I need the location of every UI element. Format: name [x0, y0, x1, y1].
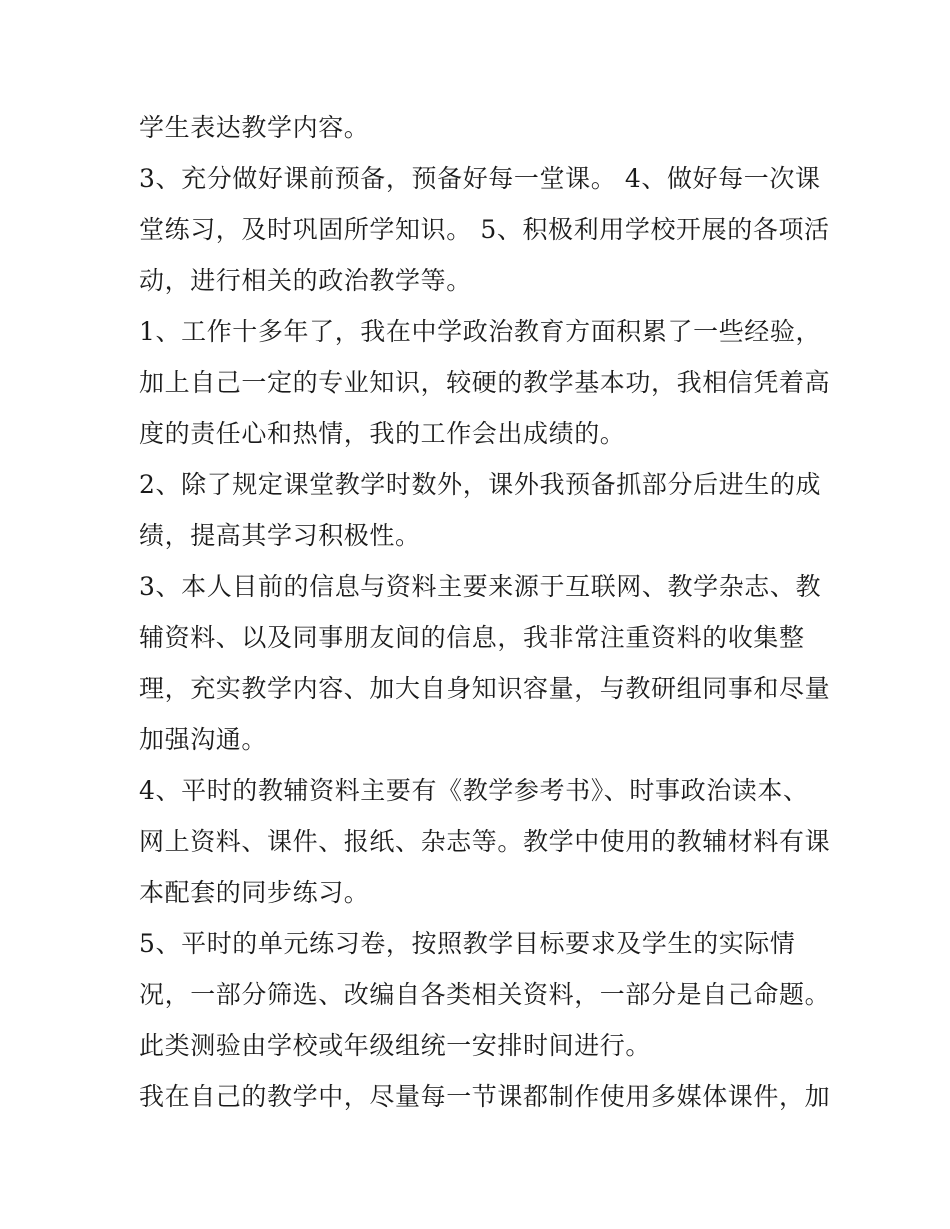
text-line: 3、充分做好课前预备，预备好每一堂课。 4、做好每一次课 [139, 164, 821, 193]
text-line: 我在自己的教学中，尽量每一节课都制作使用多媒体课件，加 [139, 1082, 831, 1111]
text-line: 3、本人目前的信息与资料主要来源于互联网、教学杂志、教 [139, 572, 822, 601]
text-line: 网上资料、课件、报纸、杂志等。教学中使用的教辅材料有课 [139, 827, 831, 856]
text-line: 加上自己一定的专业知识，较硬的教学基本功，我相信凭着高 [139, 368, 831, 397]
text-line: 动，进行相关的政治教学等。 [139, 266, 472, 295]
text-line: 辅资料、以及同事朋友间的信息，我非常注重资料的收集整 [139, 623, 805, 652]
text-line: 5、平时的单元练习卷，按照教学目标要求及学生的实际情 [139, 929, 796, 958]
text-line: 此类测验由学校或年级组统一安排时间进行。 [139, 1031, 652, 1060]
text-line: 绩，提高其学习积极性。 [139, 521, 421, 550]
text-line: 1、工作十多年了，我在中学政治教育方面积累了一些经验， [139, 317, 822, 346]
text-line: 堂练习，及时巩固所学知识。 5、积极利用学校开展的各项活 [139, 215, 830, 244]
text-line: 加强沟通。 [139, 725, 268, 754]
text-line: 学生表达教学内容。 [139, 113, 370, 142]
text-line: 本配套的同步练习。 [139, 878, 370, 907]
text-line: 理，充实教学内容、加大自身知识容量，与教研组同事和尽量 [139, 674, 831, 703]
text-line: 况，一部分筛选、改编自各类相关资料，一部分是自己命题。 [139, 980, 831, 1009]
text-line: 2、除了规定课堂教学时数外，课外我预备抓部分后进生的成 [139, 470, 822, 499]
text-line: 度的责任心和热情，我的工作会出成绩的。 [139, 419, 626, 448]
text-line: 4、平时的教辅资料主要有《教学参考书》、时事政治读本、 [139, 776, 809, 805]
